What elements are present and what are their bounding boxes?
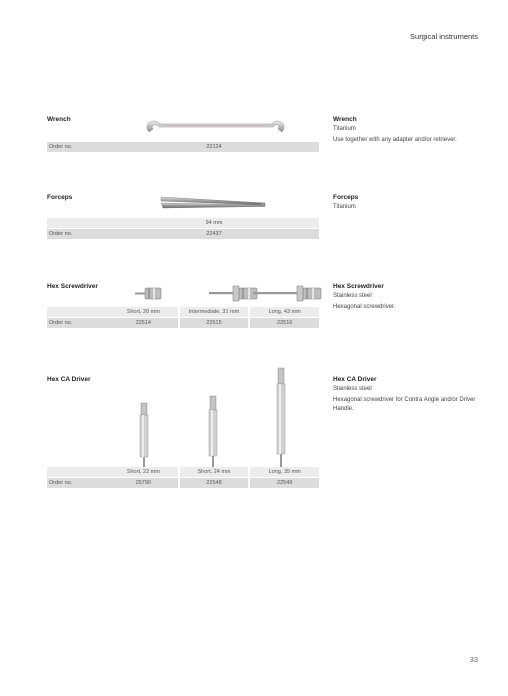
size-short-24: Short, 24 mm <box>180 467 249 477</box>
hex-ca-driver-medium-image <box>206 396 220 469</box>
size-long-35: Long, 35 mm <box>250 467 319 477</box>
forceps-title: Forceps <box>47 194 73 201</box>
material: Titanium <box>333 125 356 132</box>
hex-screwdriver-long-image <box>251 285 331 301</box>
order-label: Order no. <box>47 478 109 488</box>
section-wrench <box>47 116 492 156</box>
wrench-image <box>145 117 285 137</box>
forceps-description <box>333 194 483 214</box>
order-number: 22437 <box>109 229 319 239</box>
hex-ca-driver-size-row <box>47 467 319 477</box>
desc-title: Hex CA Driver <box>333 376 377 383</box>
size-short: Short, 20 mm <box>109 307 178 317</box>
order-short: 22514 <box>109 318 178 328</box>
order-intermediate: 22515 <box>180 318 249 328</box>
note: Hexagonal screwdriver. <box>333 304 396 310</box>
page-header-title: Surgical instruments <box>410 32 478 41</box>
material: Stainless steel <box>333 385 372 392</box>
blank-label <box>47 218 109 228</box>
forceps-image <box>159 194 269 214</box>
order-number: 22124 <box>109 142 319 152</box>
desc-title: Wrench <box>333 116 357 123</box>
header-banner <box>0 0 508 88</box>
note: Hexagonal screwdriver for Contra Angle and/or Driver Handle. <box>333 397 476 412</box>
order-short-24: 22548 <box>180 478 249 488</box>
order-short-22: 25790 <box>109 478 178 488</box>
hex-screwdriver-size-row <box>47 307 319 317</box>
section-forceps <box>47 194 492 239</box>
hex-ca-driver-title: Hex CA Driver <box>47 376 91 383</box>
forceps-size-row <box>47 218 319 228</box>
wrench-order-row <box>47 142 319 152</box>
order-long-35: 22549 <box>250 478 319 488</box>
size-short-22: Short, 22 mm <box>109 467 178 477</box>
hex-screwdriver-description <box>333 283 483 315</box>
hex-screwdriver-title: Hex Screwdriver <box>47 283 98 290</box>
section-hex-ca-driver <box>47 376 492 490</box>
blank-label <box>47 467 109 477</box>
hex-ca-driver-description <box>333 376 483 416</box>
order-label: Order no. <box>47 318 109 328</box>
wrench-title: Wrench <box>47 116 71 123</box>
size-value: 94 mm <box>109 218 319 228</box>
desc-title: Hex Screwdriver <box>333 283 384 290</box>
size-intermediate: Intermediate, 31 mm <box>180 307 249 317</box>
order-label: Order no. <box>47 229 109 239</box>
hex-screwdriver-order-row <box>47 318 319 328</box>
hex-ca-driver-long-image <box>274 368 288 469</box>
size-long: Long, 43 mm <box>250 307 319 317</box>
order-long: 22516 <box>250 318 319 328</box>
forceps-order-row <box>47 229 319 239</box>
page-number: 33 <box>469 655 478 664</box>
material: Stainless steel <box>333 292 372 299</box>
hex-ca-driver-short-image <box>137 403 151 469</box>
blank-label <box>47 307 109 317</box>
hex-screwdriver-short-image <box>131 287 175 301</box>
note: Use together with any adapter and/or retriever. <box>333 137 457 143</box>
wrench-description <box>333 116 483 148</box>
material: Titanium <box>333 203 356 210</box>
hex-ca-driver-order-row <box>47 478 319 488</box>
section-hex-screwdriver <box>47 283 492 328</box>
desc-title: Forceps <box>333 194 359 201</box>
order-label: Order no. <box>47 142 109 152</box>
